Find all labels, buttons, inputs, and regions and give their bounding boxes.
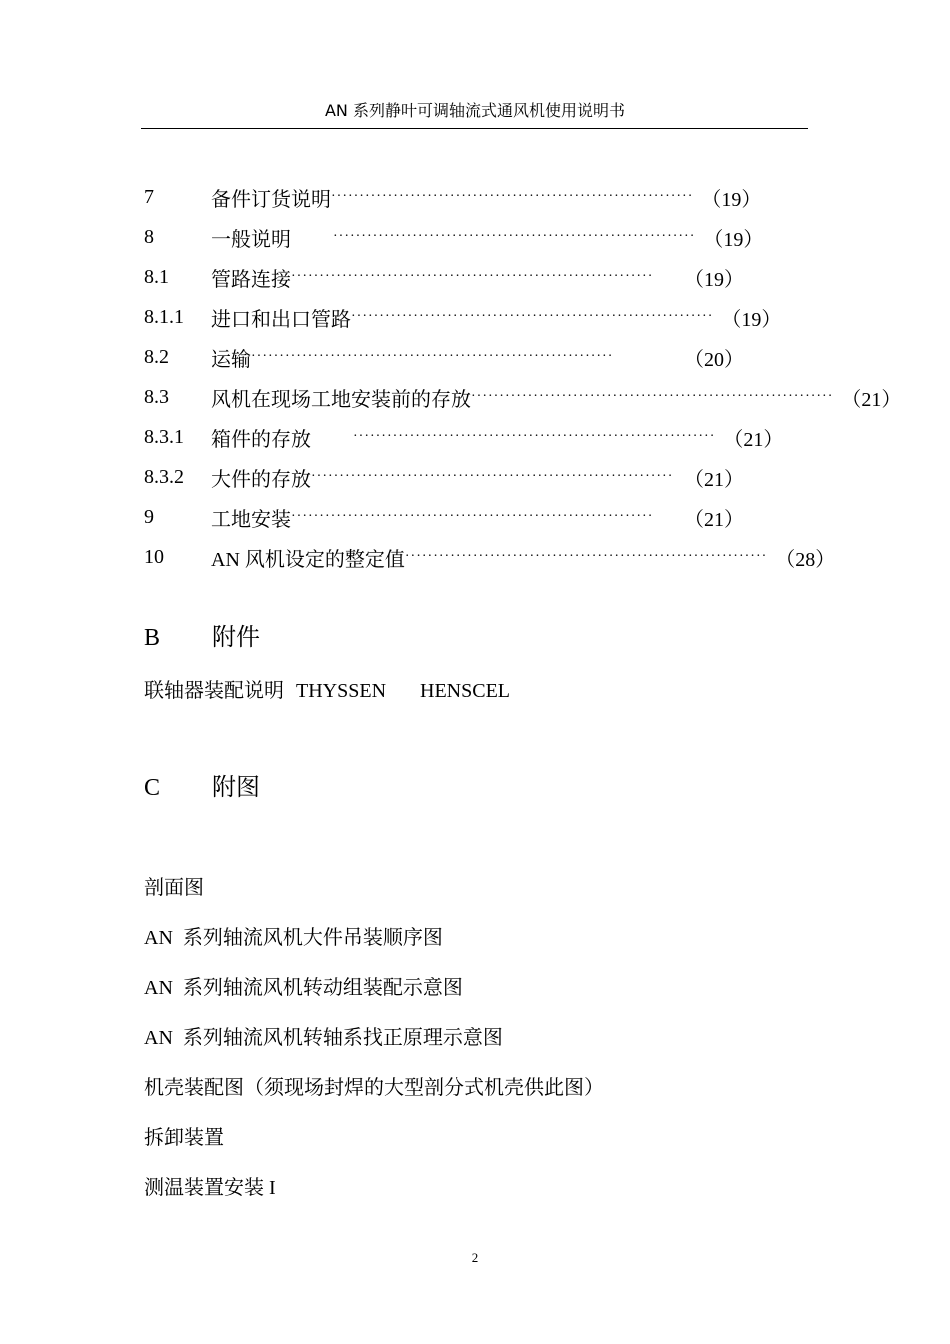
toc-leader-dots: ································································ bbox=[353, 429, 716, 444]
toc-entry-title: 工地安装 bbox=[211, 508, 291, 531]
toc-leader-dots: ································································ bbox=[404, 549, 768, 564]
toc-entry-page: （21） bbox=[684, 468, 744, 491]
toc-entry-page: （19） bbox=[721, 308, 782, 331]
toc-entry-page: （21） bbox=[684, 508, 744, 531]
section-b-heading bbox=[144, 623, 260, 653]
toc-entry-number: 8.1 bbox=[144, 265, 169, 288]
toc-entry-number: 8.3.1 bbox=[144, 425, 184, 448]
coupling-assembly-text: 联轴器装配说明 bbox=[144, 680, 284, 702]
drawing-item: 剖面图 bbox=[144, 877, 204, 899]
toc-entry-number: 10 bbox=[144, 545, 164, 568]
brand-henscel: HENSCEL bbox=[420, 680, 511, 702]
toc-entry bbox=[144, 337, 744, 377]
table-of-contents bbox=[144, 177, 902, 577]
toc-entry-number: 8.2 bbox=[144, 345, 169, 368]
toc-entry-number: 8.3.2 bbox=[144, 465, 184, 488]
toc-entry-title: 风机在现场工地安装前的存放 bbox=[211, 388, 471, 411]
toc-leader-dots: ································································ bbox=[351, 309, 714, 324]
toc-entry-title: 大件的存放 bbox=[211, 468, 311, 491]
toc-entry-number: 9 bbox=[144, 505, 154, 528]
header-rule bbox=[141, 128, 808, 129]
toc-entry bbox=[144, 177, 762, 217]
section-c-heading bbox=[144, 773, 260, 803]
toc-entry-title: 运输 bbox=[211, 348, 251, 371]
brand-thyssen: THYSSEN bbox=[296, 680, 387, 702]
drawing-item: 拆卸装置 bbox=[144, 1127, 224, 1149]
section-b-title: 附件 bbox=[212, 625, 260, 651]
section-c-title: 附图 bbox=[212, 775, 260, 801]
toc-entry-page: （21） bbox=[841, 388, 902, 411]
drawing-item: AN 系列轴流风机转动组装配示意图 bbox=[144, 977, 463, 999]
toc-entry-number: 8.1.1 bbox=[144, 305, 184, 328]
toc-entry-number: 7 bbox=[144, 185, 154, 208]
toc-entry-page: （20） bbox=[684, 348, 744, 371]
toc-leader-dots: ································································ bbox=[251, 349, 614, 364]
toc-leader-dots: ································································ bbox=[471, 389, 834, 404]
toc-entry-title: 进口和出口管路 bbox=[211, 308, 351, 331]
toc-entry-title: 备件订货说明 bbox=[211, 188, 331, 211]
toc-entry bbox=[144, 257, 744, 297]
toc-leader-dots: ································································ bbox=[291, 509, 654, 524]
section-b-letter: B bbox=[144, 625, 161, 651]
toc-leader-dots: ································································ bbox=[333, 229, 696, 244]
toc-leader-dots: ································································ bbox=[311, 469, 674, 484]
toc-entry-title: 箱件的存放 bbox=[211, 428, 311, 451]
toc-leader-dots: ································································ bbox=[331, 189, 694, 204]
toc-entry bbox=[144, 537, 836, 577]
toc-entry-page: （28） bbox=[775, 548, 836, 571]
toc-entry-page: （19） bbox=[701, 188, 762, 211]
toc-entry-title: 一般说明 bbox=[211, 228, 291, 251]
section-c-letter: C bbox=[144, 775, 161, 801]
drawing-item: AN 系列轴流风机转轴系找正原理示意图 bbox=[144, 1027, 503, 1049]
page-number: 2 bbox=[471, 1250, 479, 1265]
toc-entry-number: 8.3 bbox=[144, 385, 169, 408]
toc-entry bbox=[144, 417, 784, 457]
toc-entry bbox=[144, 457, 744, 497]
toc-entry-title: AN 风机设定的整定值 bbox=[211, 548, 405, 571]
coupling-assembly-line bbox=[144, 678, 510, 704]
drawing-item: AN 系列轴流风机大件吊装顺序图 bbox=[144, 927, 443, 949]
toc-entry bbox=[144, 497, 744, 537]
toc-entry-page: （19） bbox=[703, 228, 764, 251]
toc-entry bbox=[144, 297, 782, 337]
toc-entry bbox=[144, 217, 764, 257]
drawing-item: 机壳装配图（须现场封焊的大型剖分式机壳供此图） bbox=[144, 1077, 604, 1099]
drawing-item: 测温装置安装 I bbox=[144, 1177, 276, 1199]
toc-entry-page: （19） bbox=[684, 268, 744, 291]
running-header: AN 系列静叶可调轴流式通风机使用说明书 bbox=[324, 101, 625, 120]
toc-entry-page: （21） bbox=[723, 428, 784, 451]
toc-leader-dots: ································································ bbox=[291, 269, 654, 284]
toc-entry-title: 管路连接 bbox=[211, 268, 291, 291]
toc-entry bbox=[144, 377, 902, 417]
toc-entry-number: 8 bbox=[144, 225, 154, 248]
